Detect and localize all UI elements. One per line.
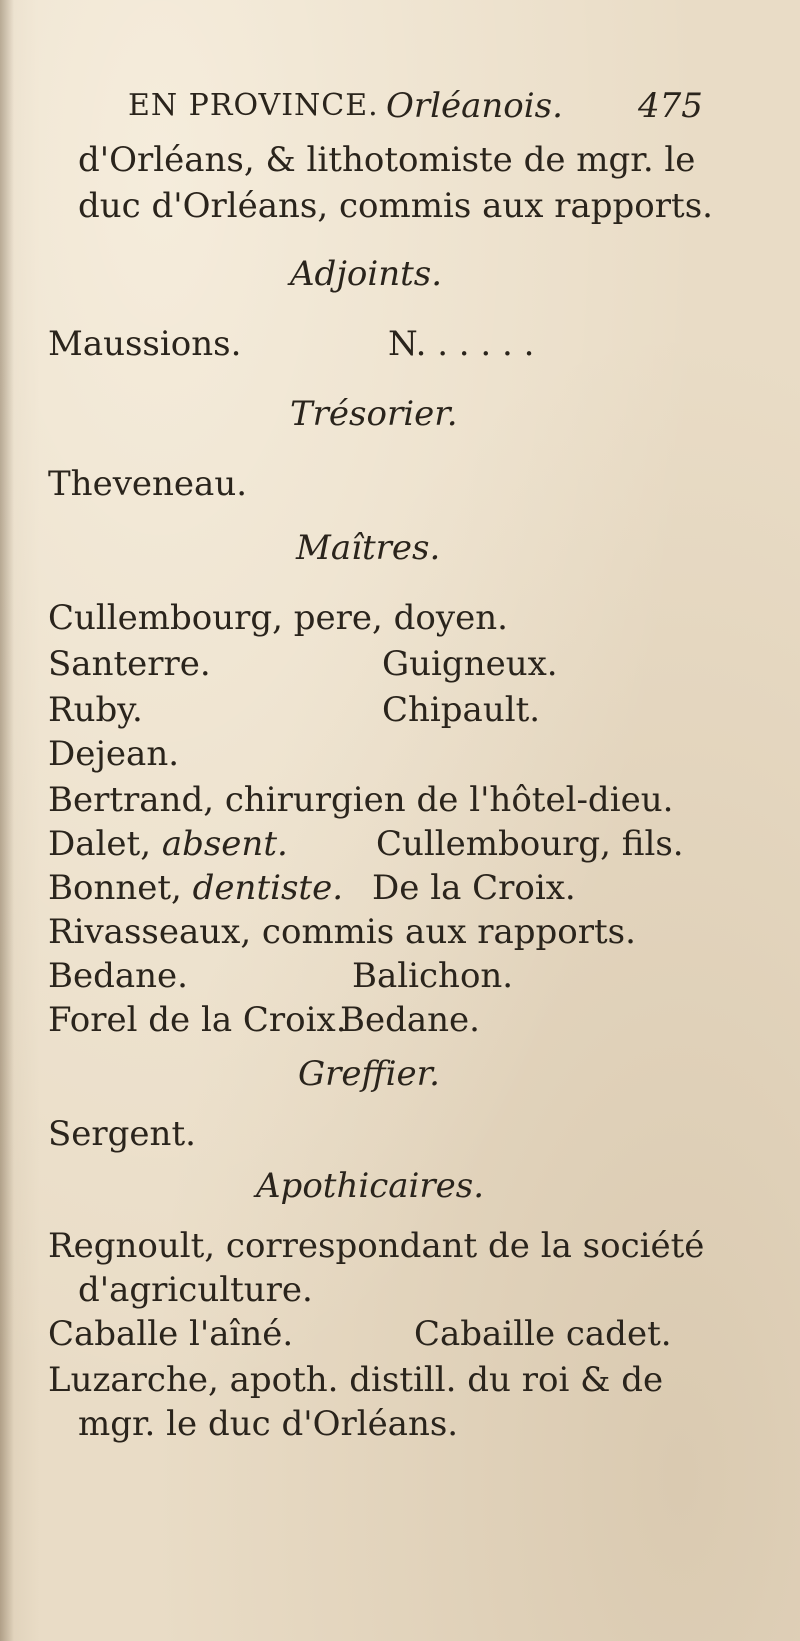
tresorier-name: Theveneau.	[48, 464, 248, 504]
maitre-row-2-right: Guigneux.	[382, 644, 558, 684]
page-edge-shadow	[0, 0, 14, 1641]
intro-line-1: d'Orléans, & lithotomiste de mgr. le	[78, 140, 696, 180]
maitre-row-10-right: Bedane.	[340, 1000, 480, 1040]
maitre-row-2-left: Santerre.	[48, 644, 211, 684]
apothicaire-row-3-left: Caballe l'aîné.	[48, 1314, 294, 1354]
maitre-row-7-name: Bonnet,	[48, 868, 182, 908]
running-title: EN PROVINCE.	[128, 88, 379, 123]
intro-line-2: duc d'Orléans, commis aux rapports.	[78, 186, 713, 226]
heading-tresorier: Trésorier.	[290, 394, 458, 434]
maitre-row-9-right: Balichon.	[352, 956, 514, 996]
maitre-row-8-left: Rivasseaux, commis aux rapports.	[48, 912, 636, 952]
apothicaire-row-2: d'agriculture.	[78, 1270, 313, 1310]
maitre-row-6-name: Dalet,	[48, 824, 151, 864]
maitre-row-6-left	[48, 824, 288, 864]
section-title: Orléanois.	[386, 86, 563, 126]
maitre-row-5-left: Bertrand, chirurgien de l'hôtel-dieu.	[48, 780, 674, 820]
heading-greffier: Greffier.	[298, 1054, 440, 1094]
adjoint-left: Maussions.	[48, 324, 242, 364]
adjoint-right: N. . . . . .	[388, 324, 535, 364]
page-number: 475	[638, 86, 703, 126]
maitre-row-6-note: absent.	[161, 824, 288, 864]
maitre-row-7-note: dentiste.	[192, 868, 344, 908]
maitre-row-7-left	[48, 868, 343, 908]
maitre-row-10-left: Forel de la Croix.	[48, 1000, 347, 1040]
greffier-name: Sergent.	[48, 1114, 196, 1154]
apothicaire-row-5: mgr. le duc d'Orléans.	[78, 1404, 459, 1444]
apothicaire-row-4: Luzarche, apoth. distill. du roi & de	[48, 1360, 664, 1400]
maitre-row-3-right: Chipault.	[382, 690, 541, 730]
maitre-row-4-left: Dejean.	[48, 734, 180, 774]
maitre-row-6-right: Cullembourg, fils.	[376, 824, 684, 864]
maitre-row-7-right: De la Croix.	[372, 868, 576, 908]
maitre-row-3-left: Ruby.	[48, 690, 143, 730]
heading-adjoints: Adjoints.	[290, 254, 443, 294]
heading-apothicaires: Apothicaires.	[256, 1166, 485, 1206]
maitre-row-9-left: Bedane.	[48, 956, 188, 996]
heading-maitres: Maîtres.	[296, 528, 441, 568]
apothicaire-row-3-right: Cabaille cadet.	[414, 1314, 672, 1354]
maitre-row-1-left: Cullembourg, pere, doyen.	[48, 598, 508, 638]
apothicaire-row-1: Regnoult, correspondant de la société	[48, 1226, 705, 1266]
